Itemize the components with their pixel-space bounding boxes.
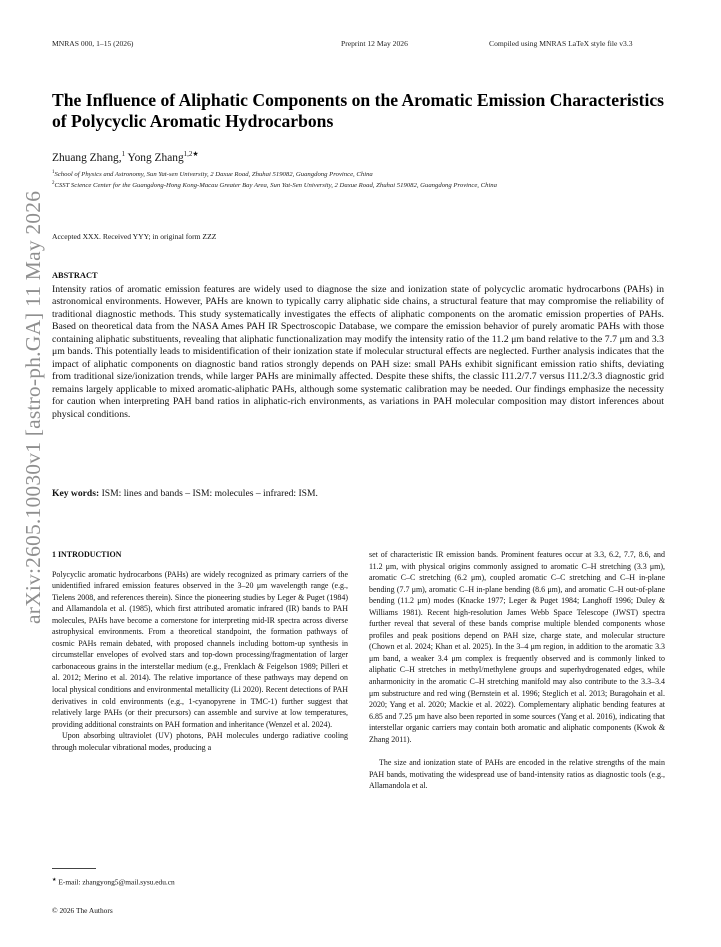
footnote-email[interactable]: E-mail: zhangyong5@mail.sysu.edu.cn — [58, 877, 175, 887]
arxiv-identifier-stamp: arXiv:2605.10030v1 [astro-ph.GA] 11 May 2026 — [21, 190, 45, 624]
body-paragraph: Polycyclic aromatic hydrocarbons (PAHs) are widely recognized as primary carriers of the unidentified infrared emission features observed in the 3–20 μm wavelength range (e.g., Tielens 2008, and references therein). Since the pioneering studies by Leger & Puget (1984) and Allamandola et al. (1985), which first attributed aromatic infrared (IR) bands to PAH molecules, PAHs have become a cornerstone for interpreting mid-IR spectra across diverse astrophysical environments. From a theoretical standpoint, the formation pathways of cosmic PAHs remain debated, with proposed channels including bottom-up synthesis in circumstellar envelopes of evolved stars and top-down processing/fragmentation of larger carbonaceous grains in the interstellar medium (e.g., Frenklach & Feigelson 1989; Pilleri et al. 2012; Merino et al. 2014). The relative importance of these pathways may depend on local physical conditions and environmental metallicity (Li 2020). Recent detections of PAH derivatives in cold environments (e.g., 1-cyanopyrene in TMC-1) further suggest that relatively large PAHs (or their precursors) can assemble and survive at low temperatures, providing additional constraints on PAH formation and inheritance (Wenzel et al. 2024). — [52, 569, 348, 729]
footnote-rule — [52, 868, 96, 869]
keywords — [52, 488, 318, 499]
body-paragraph: The size and ionization state of PAHs are encoded in the relative strengths of the main PAH bands, motivating the widespread use of band-intensity ratios as diagnostic tools (e.g., Allamandola et al. — [369, 758, 665, 791]
footnote — [52, 877, 175, 886]
affiliation-mark: 2 — [52, 181, 55, 186]
affiliation — [52, 181, 497, 189]
author-affiliation-mark: 1,2★ — [183, 150, 199, 158]
affiliation-mark: 1 — [52, 170, 55, 175]
left-column — [52, 549, 348, 753]
author-name: Yong Zhang — [127, 151, 184, 164]
running-head-left: MNRAS 000, 1–15 (2026) — [52, 39, 134, 48]
abstract-heading: ABSTRACT — [52, 271, 98, 280]
running-head-right: Compiled using MNRAS LaTeX style file v3.3 — [489, 39, 633, 48]
running-head-center: Preprint 12 May 2026 — [341, 39, 408, 48]
affiliation-text: CSST Science Center for the Guangdong-Hong Kong-Macau Greater Bay Area, Sun Yat-Sen University, 2 Daxue Road, Zhuhai 519082, Guangdong Province, China — [54, 182, 497, 190]
paper-title: The Influence of Aliphatic Components on the Aromatic Emission Characteristics of Polycyclic Aromatic Hydrocarbons — [52, 90, 665, 131]
right-column — [369, 549, 665, 792]
author-name: Zhuang Zhang, — [52, 151, 122, 164]
footnote-mark: ★ — [52, 878, 57, 883]
affiliation-text: School of Physics and Astronomy, Sun Yat-sen University, 2 Daxue Road, Zhuhai 519082, Guangdong Province, China — [54, 171, 373, 179]
body-paragraph: Upon absorbing ultraviolet (UV) photons, PAH molecules undergo radiative cooling through molecular vibrational modes, producing a — [52, 731, 348, 752]
affiliation — [52, 170, 373, 178]
author-list — [52, 150, 199, 164]
author-affiliation-mark: 1 — [121, 150, 126, 158]
keywords-text: ISM: lines and bands – ISM: molecules – infrared: ISM. — [101, 488, 318, 499]
abstract-text: Intensity ratios of aromatic emission features are widely used to diagnose the size and ionization state of polycyclic aromatic hydrocarbons (PAHs) in astronomical environments. However, PAHs are known to typically carry aliphatic side chains, a structural feature that may compromise the reliability of traditional diagnostic methods. This study systematically investigates the effects of aliphatic components on the aromatic emission properties of PAHs. Based on theoretical data from the NASA Ames PAH IR Spectroscopic Database, we compare the emission behavior of purely aromatic PAHs with those containing aliphatic substituents, revealing that aliphatic functionalization may modify the intensity ratio of the 11.2 μm band relative to the 7.7 μm and 3.3 μm bands. This potentially leads to misidentification of their ionization state if molecular structural effects are neglected. Further analysis indicates that the impact of aliphatic components on diagnostic band ratios strongly depends on PAH size: small PAHs exhibit significant emission ratio shifts, deviating from traditional size/ionization trends, while larger PAHs are minimally affected. Despite these shifts, the classic I11.2/7.7 versus I11.2/3.3 diagnostic grid remains largely applicable to mixed aromatic-aliphatic PAHs, although some systematic calibration may be needed. Our findings emphasize the necessity for caution when interpreting PAH band ratios in aliphatic-rich environments, as variations in PAH molecular composition may distort inferences about physical conditions. — [52, 284, 664, 420]
body-paragraph: set of characteristic IR emission bands. Prominent features occur at 3.3, 6.2, 7.7, 8.6, and 11.2 μm, with physical origins commonly assigned to aromatic C–H stretching (3.3 μm), aromatic C–C stretching (6.2 μm), coupled aromatic C–C stretching and C–H in-plane bending (7.7 μm), aromatic C–H in-plane bending (8.6 μm), and aromatic C–H out-of-plane bending (11.2 μm) modes (Knacke 1977; Leger & Puget 1984; Langhoff 1996; Duley & Williams 1981). Recent high-resolution James Webb Space Telescope (JWST) spectra further reveal that several of these bands comprise multiple blended components whose profiles and peak positions depend on PAH size, charge state, and molecular structure (Chown et al. 2024; Khan et al. 2025). In the 3–4 μm region, in addition to the aromatic 3.3 μm band, a weaker 3.4 μm complex is frequently observed and is commonly linked to aliphatic C–H stretches in methyl/methylene groups and superhydrogenated edges, while anharmonicity in the aromatic C–H stretching manifold may also contribute to the 3.3–3.4 μm substructure and red wing (Bernstein et al. 1996; Steglich et al. 2013; Buragohain et al. 2020; Yang et al. 2020; Mackie et al. 2022). Complementary aliphatic bending features at 6.85 and 7.25 μm have also been reported in some sources (Yang et al. 2016), indicating that interstellar organic carriers may contain both aromatic and aliphatic components (Kwok & Zhang 2011). — [369, 550, 665, 744]
received-accepted-line: Accepted XXX. Received YYY; in original form ZZZ — [52, 232, 217, 241]
keywords-label: Key words: — [52, 488, 100, 499]
section-heading: 1 INTRODUCTION — [52, 550, 122, 559]
copyright-line: © 2026 The Authors — [52, 906, 113, 915]
